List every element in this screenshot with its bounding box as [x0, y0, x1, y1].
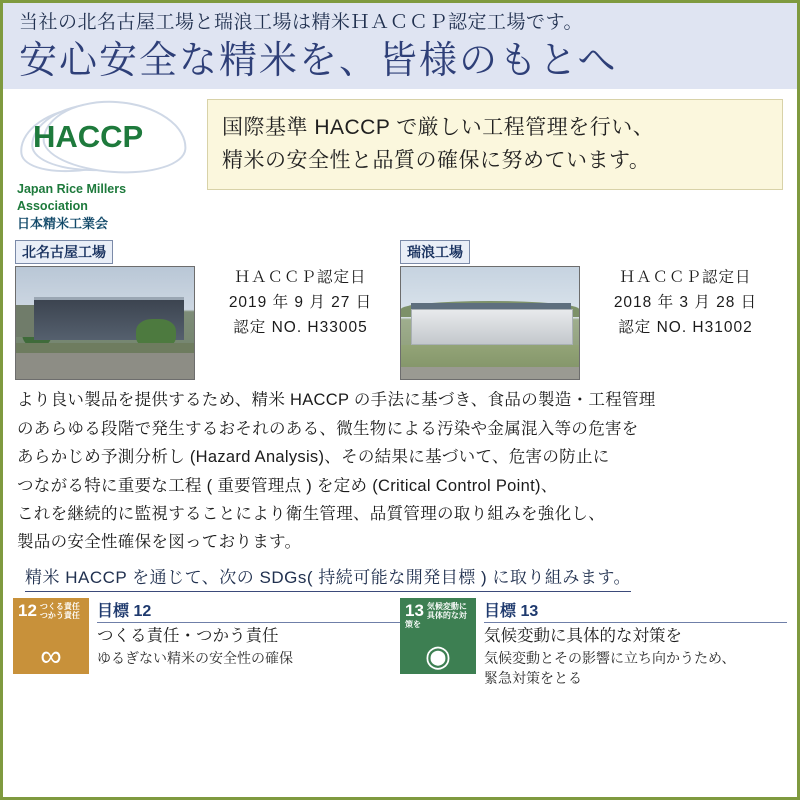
- eye-globe-icon: ◉: [424, 639, 452, 673]
- body-line-6: 製品の安全性確保を図っております。: [17, 533, 302, 552]
- factory-label: 瑞浪工場: [400, 240, 470, 264]
- sdg-tile-caption-line1: 気候変動に: [426, 601, 467, 611]
- sdg-description-line2: 緊急対策をとる: [484, 670, 582, 687]
- haccp-message-box: [207, 99, 783, 190]
- cert-date: 2019 年 9 月 27 日: [228, 294, 373, 312]
- cert-label: ＨＡＣＣＰ認定日: [234, 269, 367, 287]
- logo-caption-en2: Association: [17, 199, 88, 214]
- haccp-logo: [17, 99, 197, 232]
- sdgs-lead-text: 精米 HACCP を通じて、次の SDGs( 持続可能な開発目標 ) に取り組みます。: [25, 563, 631, 592]
- factory-photo: [400, 266, 580, 380]
- logo-caption-jp: 日本精米工業会: [17, 215, 109, 231]
- factory-cert-info: [586, 240, 785, 340]
- cert-label: ＨＡＣＣＰ認定日: [619, 269, 752, 287]
- body-line-5: これを継続的に監視することにより衛生管理、品質管理の取り組みを強化し、: [17, 504, 605, 523]
- sdg-goal-12: [13, 598, 400, 689]
- sdg-heading: つくる責任・つかう責任: [97, 626, 279, 645]
- haccp-message-line2: 精米の安全性と品質の確保に努めています。: [222, 148, 651, 172]
- infinity-icon: ∞: [40, 639, 62, 673]
- sdgs-row: [3, 596, 797, 689]
- header: [3, 3, 797, 89]
- sdg-title: 目標 12: [97, 598, 400, 623]
- body-line-1: より良い製品を提供するため、精米 HACCP の手法に基づき、食品の製造・工程管理: [17, 391, 656, 410]
- sdg-tile-caption-line1: つくる責任: [39, 601, 80, 611]
- factory-photo-wrap: [15, 240, 195, 380]
- body-line-3: あらかじめ予測分析し (Hazard Analysis)、その結果に基づいて、危害の防止に: [17, 448, 610, 467]
- factory-label: 北名古屋工場: [15, 240, 113, 264]
- body-paragraph: [3, 380, 797, 556]
- factory-cert-info: [201, 240, 400, 340]
- photo-road: [401, 367, 579, 379]
- logo-caption-en1: Japan Rice Millers: [17, 182, 127, 197]
- sdg-heading: 気候変動に具体的な対策を: [484, 626, 682, 645]
- factory-photo-wrap: [400, 240, 580, 380]
- factory-section: [3, 240, 797, 380]
- sdg-body-13: [484, 598, 787, 689]
- sdg-tile-caption-line2: 具体的な対策を: [405, 610, 467, 630]
- factory-kitanagoya: [15, 240, 400, 380]
- sdg-number: 12: [18, 600, 37, 620]
- haccp-logo-text: HACCP: [33, 119, 144, 155]
- haccp-band: [3, 89, 797, 238]
- sdg-description-line1: 気候変動とその影響に立ち向かうため、: [484, 649, 736, 666]
- factory-photo: [15, 266, 195, 380]
- header-subtitle: 当社の北名古屋工場と瑞浪工場は精米ＨＡＣＣＰ認定工場です。: [19, 12, 583, 33]
- body-line-2: のあらゆる段階で発生するおそれのある、微生物による汚染や金属混入等の危害を: [17, 419, 639, 438]
- body-line-4: つながる特に重要な工程 ( 重要管理点 ) を定め (Critical Control Point)、: [17, 476, 558, 495]
- sdg-tile-caption-line2: つかう責任: [39, 610, 80, 620]
- sdg-tile-13: [400, 598, 476, 674]
- photo-building: [411, 309, 573, 345]
- factory-mizunami: [400, 240, 785, 380]
- photo-road: [16, 353, 194, 379]
- sdg-tile-12: [13, 598, 89, 674]
- header-title: 安心安全な精米を、皆様のもとへ: [19, 39, 618, 82]
- sdg-number: 13: [405, 600, 424, 620]
- sdg-body-12: [97, 598, 400, 668]
- sdg-title: 目標 13: [484, 598, 787, 623]
- sdg-goal-13: [400, 598, 787, 689]
- logo-caption: [17, 181, 197, 232]
- haccp-message-line1: 国際基準 HACCP で厳しい工程管理を行い、: [222, 116, 655, 140]
- cert-number: 認定 NO. H33005: [233, 319, 368, 337]
- photo-hedge: [16, 343, 194, 353]
- rice-grain-icon: [17, 99, 195, 177]
- sdg-description: ゆるぎない精米の安全性の確保: [97, 649, 293, 666]
- cert-date: 2018 年 3 月 28 日: [613, 294, 758, 312]
- cert-number: 認定 NO. H31002: [618, 319, 753, 337]
